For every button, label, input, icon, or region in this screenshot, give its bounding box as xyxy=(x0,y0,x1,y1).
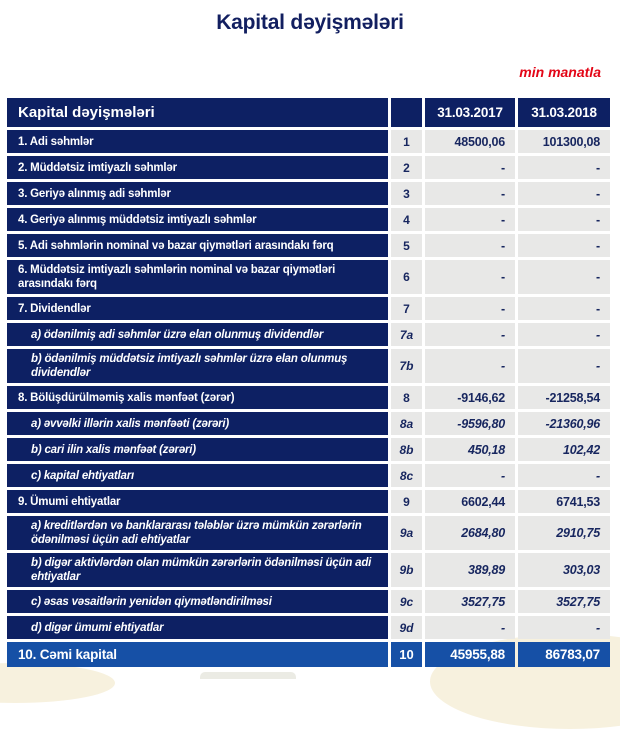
table-row xyxy=(7,553,610,587)
row-value-2017: - xyxy=(425,323,515,346)
row-value-2018: -21258,54 xyxy=(518,386,610,409)
row-value-2017: - xyxy=(425,349,515,383)
table-row xyxy=(7,323,610,346)
row-label: 2. Müddətsiz imtiyazlı səhmlər xyxy=(7,156,388,179)
row-label: a) ödənilmiş adi səhmlər üzrə elan olunmuş dividendlər xyxy=(7,323,388,346)
row-value-2018: 3527,75 xyxy=(518,590,610,613)
row-value-2017: 6602,44 xyxy=(425,490,515,513)
row-value-2018: 86783,07 xyxy=(518,642,610,667)
table-row xyxy=(7,516,610,550)
table-row xyxy=(7,590,610,613)
row-value-2018: 102,42 xyxy=(518,438,610,461)
table-row xyxy=(7,412,610,435)
row-value-2018: 303,03 xyxy=(518,553,610,587)
row-number: 7b xyxy=(391,349,422,383)
row-label: c) əsas vəsaitlərin yenidən qiymətləndirilməsi xyxy=(7,590,388,613)
table-row xyxy=(7,156,610,179)
table-row xyxy=(7,234,610,257)
header-col-2017: 31.03.2017 xyxy=(425,98,515,127)
row-label: 7. Dividendlər xyxy=(7,297,388,320)
row-number: 7 xyxy=(391,297,422,320)
table-row xyxy=(7,464,610,487)
row-label: b) cari ilin xalis mənfəət (zərəri) xyxy=(7,438,388,461)
row-value-2018: - xyxy=(518,297,610,320)
row-value-2018: - xyxy=(518,156,610,179)
row-number: 9a xyxy=(391,516,422,550)
row-value-2018: 101300,08 xyxy=(518,130,610,153)
table-body xyxy=(7,130,610,667)
row-number: 6 xyxy=(391,260,422,294)
table-row xyxy=(7,208,610,231)
row-value-2017: - xyxy=(425,260,515,294)
row-value-2017: 389,89 xyxy=(425,553,515,587)
row-value-2018: - xyxy=(518,349,610,383)
row-value-2017: 48500,06 xyxy=(425,130,515,153)
table-row xyxy=(7,260,610,294)
row-value-2017: 3527,75 xyxy=(425,590,515,613)
unit-note: min manatla xyxy=(519,64,601,80)
row-value-2018: - xyxy=(518,260,610,294)
row-number: 9c xyxy=(391,590,422,613)
row-value-2018: - xyxy=(518,208,610,231)
table-header-row xyxy=(7,98,610,127)
row-label: a) əvvəlki illərin xalis mənfəəti (zərəri) xyxy=(7,412,388,435)
row-label: c) kapital ehtiyatları xyxy=(7,464,388,487)
capital-changes-table xyxy=(7,98,610,670)
row-value-2017: -9146,62 xyxy=(425,386,515,409)
row-value-2018: - xyxy=(518,182,610,205)
row-value-2017: - xyxy=(425,182,515,205)
row-number: 4 xyxy=(391,208,422,231)
row-number: 3 xyxy=(391,182,422,205)
row-value-2017: -9596,80 xyxy=(425,412,515,435)
row-number: 8b xyxy=(391,438,422,461)
row-value-2018: -21360,96 xyxy=(518,412,610,435)
row-value-2018: - xyxy=(518,616,610,639)
row-value-2018: - xyxy=(518,464,610,487)
table-row xyxy=(7,438,610,461)
row-value-2017: 450,18 xyxy=(425,438,515,461)
row-value-2017: - xyxy=(425,156,515,179)
row-label: 5. Adi səhmlərin nominal və bazar qiymətləri arasındakı fərq xyxy=(7,234,388,257)
bottom-center-tab-decor xyxy=(200,672,296,679)
table-row xyxy=(7,386,610,409)
row-number: 9 xyxy=(391,490,422,513)
row-label: 10. Cəmi kapital xyxy=(7,642,388,667)
row-label: 6. Müddətsiz imtiyazlı səhmlərin nominal və bazar qiymətləri arasındakı fərq xyxy=(7,260,388,294)
table-row xyxy=(7,130,610,153)
row-number: 9d xyxy=(391,616,422,639)
row-number: 8c xyxy=(391,464,422,487)
page-title: Kapital dəyişmələri xyxy=(216,11,404,34)
row-value-2017: 2684,80 xyxy=(425,516,515,550)
row-label: 9. Ümumi ehtiyatlar xyxy=(7,490,388,513)
row-number: 1 xyxy=(391,130,422,153)
row-label: 1. Adi səhmlər xyxy=(7,130,388,153)
row-value-2017: - xyxy=(425,234,515,257)
row-number: 9b xyxy=(391,553,422,587)
table-row xyxy=(7,182,610,205)
row-label: 3. Geriyə alınmış adi səhmlər xyxy=(7,182,388,205)
row-value-2018: - xyxy=(518,323,610,346)
table-row xyxy=(7,616,610,639)
row-number: 10 xyxy=(391,642,422,667)
row-number: 8 xyxy=(391,386,422,409)
row-label: a) kreditlərdən və banklararası tələblər üzrə mümkün zərərlərin ödənilməsi üçün adi ehtiyatlar xyxy=(7,516,388,550)
header-label: Kapital dəyişmələri xyxy=(7,98,388,127)
row-number: 5 xyxy=(391,234,422,257)
header-col-2018: 31.03.2018 xyxy=(518,98,610,127)
table-row xyxy=(7,490,610,513)
row-label: b) digər aktivlərdən olan mümkün zərərlərin ödənilməsi üçün adi ehtiyatlar xyxy=(7,553,388,587)
row-number: 8a xyxy=(391,412,422,435)
row-label: 4. Geriyə alınmış müddətsiz imtiyazlı səhmlər xyxy=(7,208,388,231)
row-value-2017: - xyxy=(425,208,515,231)
row-value-2017: - xyxy=(425,616,515,639)
row-number: 2 xyxy=(391,156,422,179)
row-label: b) ödənilmiş müddətsiz imtiyazlı səhmlər üzrə elan olunmuş dividendlər xyxy=(7,349,388,383)
row-value-2018: - xyxy=(518,234,610,257)
header-empty-cell xyxy=(391,98,422,127)
table-row xyxy=(7,349,610,383)
row-number: 7a xyxy=(391,323,422,346)
row-label: 8. Bölüşdürülməmiş xalis mənfəət (zərər) xyxy=(7,386,388,409)
row-value-2017: - xyxy=(425,464,515,487)
row-value-2017: 45955,88 xyxy=(425,642,515,667)
table-row xyxy=(7,642,610,667)
row-value-2018: 2910,75 xyxy=(518,516,610,550)
row-value-2017: - xyxy=(425,297,515,320)
table-row xyxy=(7,297,610,320)
row-value-2018: 6741,53 xyxy=(518,490,610,513)
row-label: d) digər ümumi ehtiyatlar xyxy=(7,616,388,639)
